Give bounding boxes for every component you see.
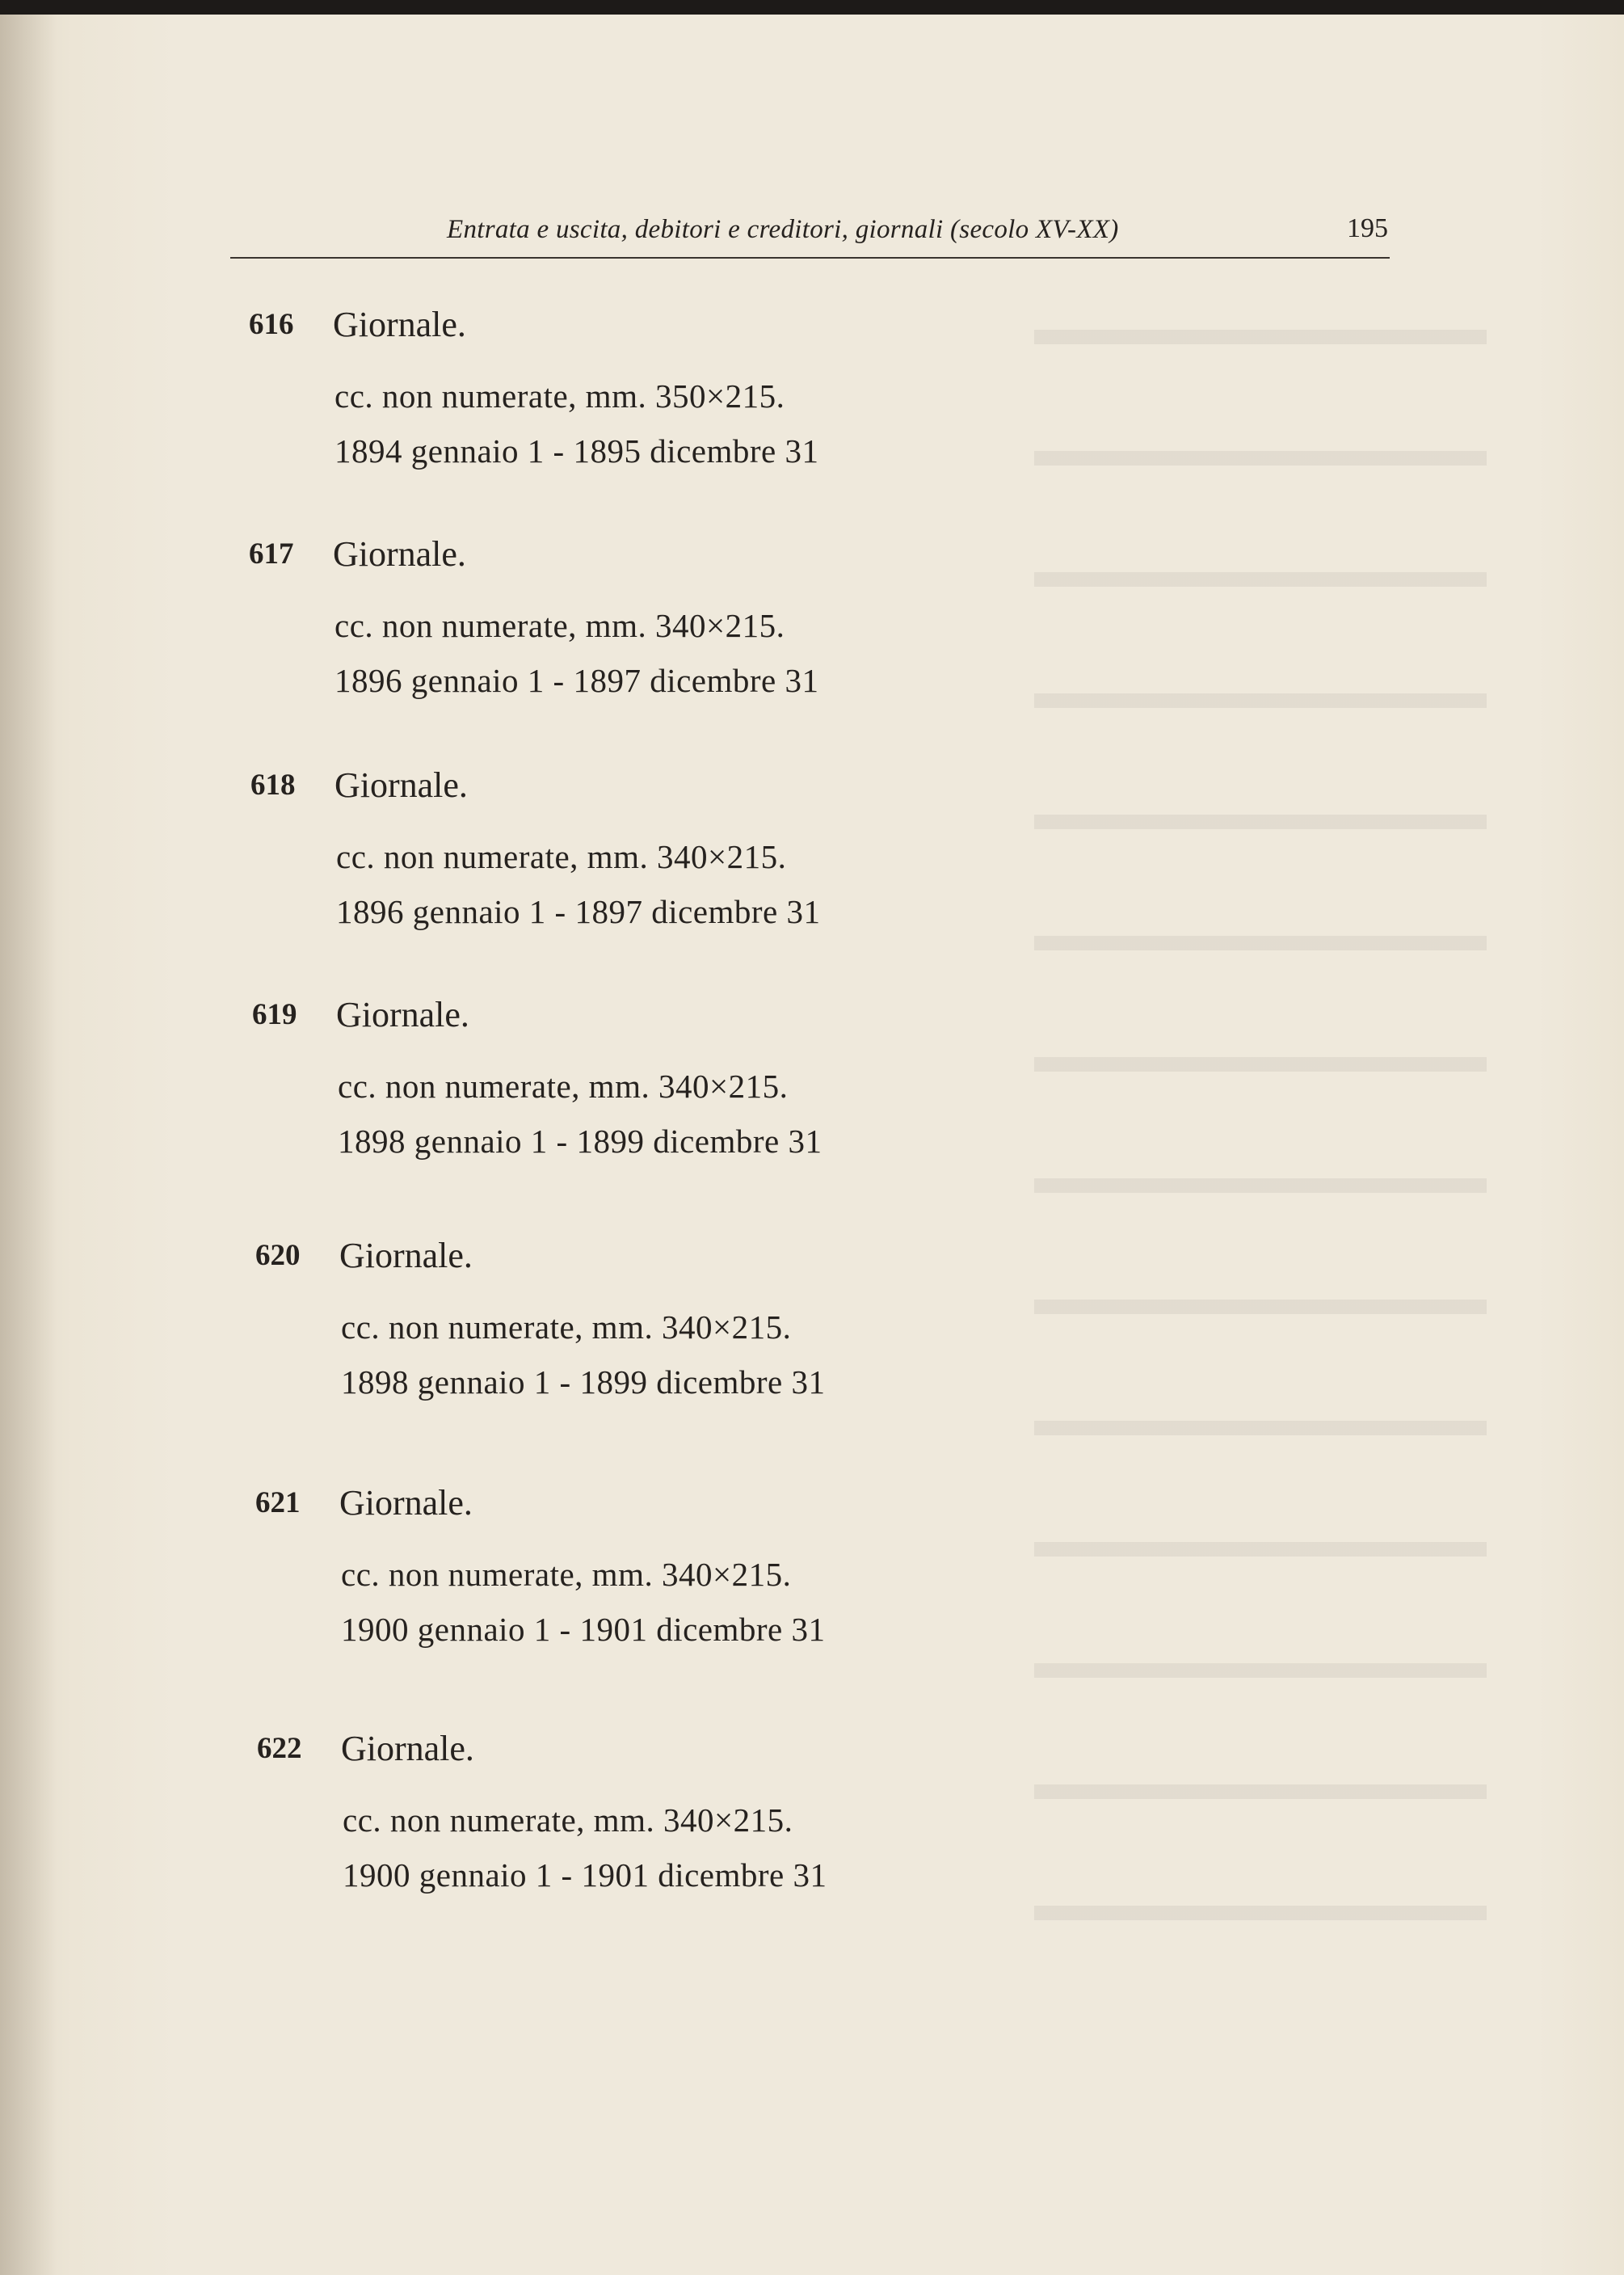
- entry-title: Giornale.: [339, 1483, 473, 1523]
- entry-number: 616: [249, 308, 294, 341]
- entry-list: [0, 15, 1624, 2275]
- entry-dates: 1900 gennaio 1 - 1901 dicembre 31: [341, 1611, 826, 1648]
- entry-dates: 1900 gennaio 1 - 1901 dicembre 31: [343, 1856, 827, 1894]
- entry-title: Giornale.: [341, 1729, 474, 1768]
- entry-number: 618: [250, 769, 296, 802]
- entry-description: cc. non numerate, mm. 350×215.: [334, 377, 785, 415]
- entry-dates: 1898 gennaio 1 - 1899 dicembre 31: [341, 1363, 826, 1401]
- entry-dates: 1894 gennaio 1 - 1895 dicembre 31: [334, 432, 819, 470]
- entry-description: cc. non numerate, mm. 340×215.: [336, 838, 787, 875]
- page-number: 195: [1347, 213, 1388, 243]
- entry-description: cc. non numerate, mm. 340×215.: [341, 1308, 792, 1346]
- entry-number: 620: [255, 1239, 301, 1272]
- entry-description: cc. non numerate, mm. 340×215.: [334, 607, 785, 644]
- entry-description: cc. non numerate, mm. 340×215.: [338, 1068, 789, 1105]
- entry-dates: 1896 gennaio 1 - 1897 dicembre 31: [334, 662, 819, 699]
- entry-description: cc. non numerate, mm. 340×215.: [343, 1801, 793, 1839]
- entry-number: 619: [252, 998, 297, 1031]
- running-header-title: Entrata e uscita, debitori e creditori, giornali (secolo XV-XX): [447, 215, 1119, 244]
- entry-dates: 1896 gennaio 1 - 1897 dicembre 31: [336, 893, 821, 930]
- entry-description: cc. non numerate, mm. 340×215.: [341, 1556, 792, 1593]
- entry-title: Giornale.: [333, 305, 466, 344]
- entry-number: 621: [255, 1486, 301, 1519]
- entry-title: Giornale.: [334, 765, 468, 805]
- entry-number: 622: [257, 1732, 302, 1765]
- entry-title: Giornale.: [336, 995, 469, 1034]
- entry-number: 617: [249, 537, 294, 571]
- entry-title: Giornale.: [333, 534, 466, 574]
- entry-title: Giornale.: [339, 1236, 473, 1275]
- document-page: [0, 15, 1624, 2275]
- entry-dates: 1898 gennaio 1 - 1899 dicembre 31: [338, 1123, 823, 1160]
